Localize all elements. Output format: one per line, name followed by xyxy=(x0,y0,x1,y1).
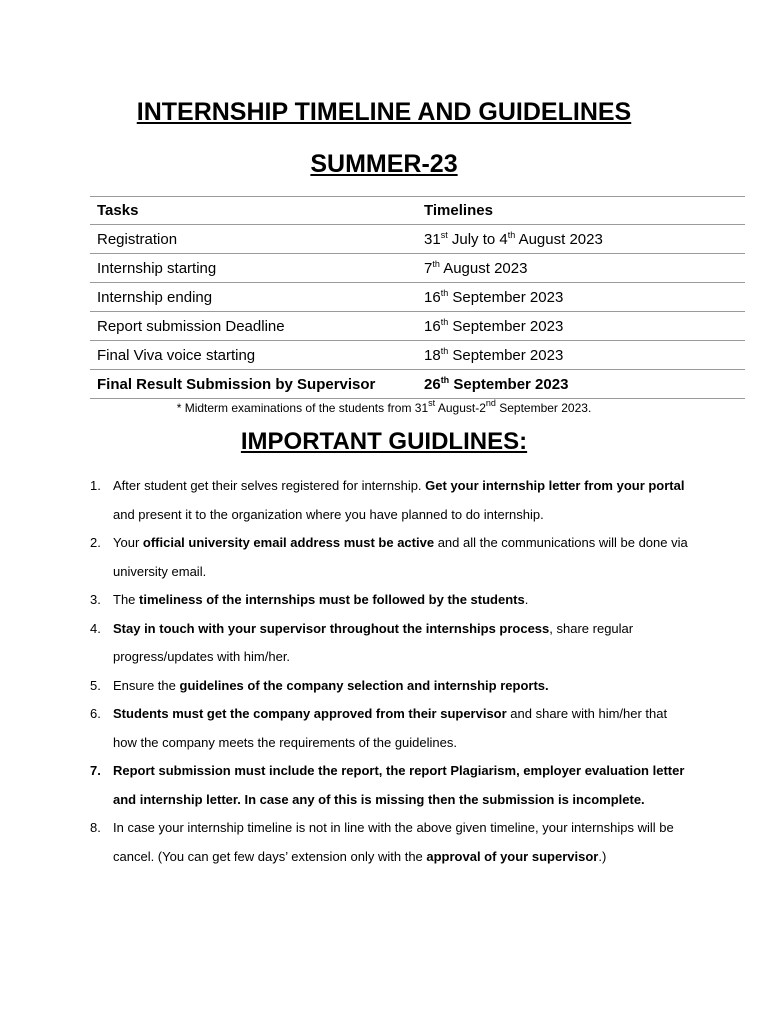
list-item: 8. In case your internship timeline is not in line with the above given timeline, your internships will be cancel. (You can get few days’ extension only with the approval of your supervisor.) xyxy=(90,820,674,864)
document-subtitle: SUMMER-23 xyxy=(310,150,458,178)
table-header-row xyxy=(90,197,745,225)
guidelines-list xyxy=(90,472,690,871)
timeline-table xyxy=(90,196,745,399)
table-row xyxy=(90,225,745,254)
list-item: 4. Stay in touch with your supervisor throughout the internships process, share regular progress/updates with him/her. xyxy=(90,620,634,664)
list-item: 1. After student get their selves registered for internship. Get your internship letter from your portal and present it to the organization where you have planned to do internship. xyxy=(90,478,685,522)
list-item: 5. Ensure the guidelines of the company selection and internship reports. xyxy=(90,677,549,693)
timeline-cell: 16th September 2023 xyxy=(417,283,745,312)
task-cell: Final Viva voice starting xyxy=(90,341,417,370)
header-tasks: Tasks xyxy=(90,197,417,225)
task-cell: Internship ending xyxy=(90,283,417,312)
midterm-note: * Midterm examinations of the students from 31st August-2nd September 2023. xyxy=(176,398,592,415)
timeline-cell: 16th September 2023 xyxy=(417,312,745,341)
timeline-cell: 18th September 2023 xyxy=(417,341,745,370)
document-title: INTERNSHIP TIMELINE AND GUIDELINES xyxy=(136,98,632,126)
list-item: 3. The timeliness of the internships must be followed by the students. xyxy=(90,592,529,607)
list-item: 6. Students must get the company approved from their supervisor and share with him/her that how the company meets the requirements of the guidelines. xyxy=(90,706,668,750)
timeline-cell: 31st July to 4th August 2023 xyxy=(417,225,745,254)
task-cell: Report submission Deadline xyxy=(90,312,417,341)
table-row xyxy=(90,370,745,399)
list-item: 7. Report submission must include the report, the report Plagiarism, employer evaluation letter and internship letter. In case any of this is missing then the submission is incomplete. xyxy=(90,763,685,807)
timeline-cell: 7th August 2023 xyxy=(417,254,745,283)
table-row xyxy=(90,341,745,370)
timeline-cell: 26th September 2023 xyxy=(417,370,745,399)
guidelines-heading: IMPORTANT GUIDLINES: xyxy=(240,428,528,455)
table-row xyxy=(90,283,745,312)
task-cell: Internship starting xyxy=(90,254,417,283)
header-timelines: Timelines xyxy=(417,197,745,225)
task-cell: Final Result Submission by Supervisor xyxy=(90,370,417,399)
table-row xyxy=(90,254,745,283)
task-cell: Registration xyxy=(90,225,417,254)
table-row xyxy=(90,312,745,341)
list-item: 2. Your official university email address must be active and all the communications will be done via university email. xyxy=(90,535,688,579)
